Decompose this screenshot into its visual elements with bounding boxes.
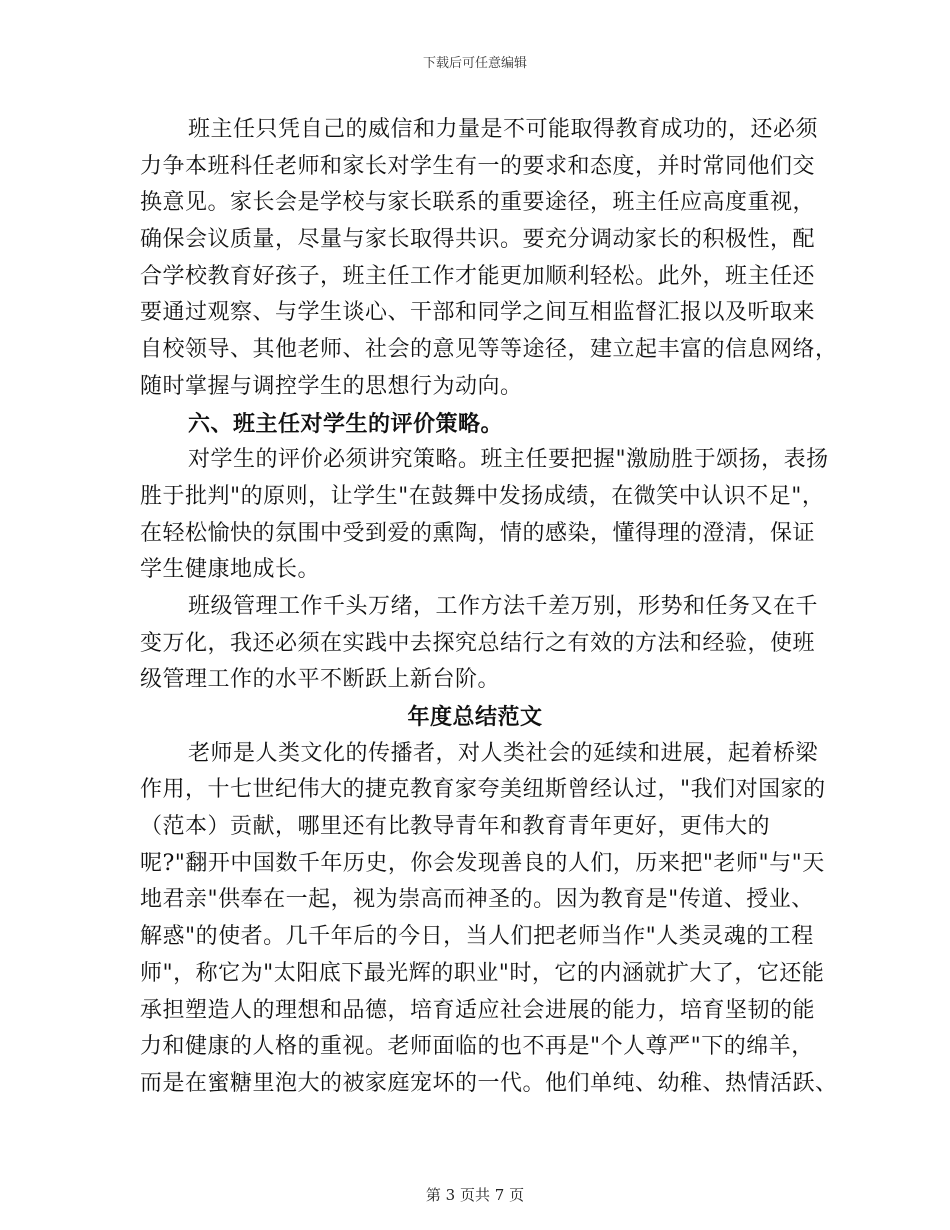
text-line: 承担塑造人的理想和品德，培育适应社会进展的能力，培育坚韧的能 <box>140 997 816 1023</box>
text-line: 在轻松愉快的氛围中受到爱的熏陶，情的感染，懂得理的澄清，保证 <box>140 520 816 546</box>
text-line: 而是在蜜糖里泡大的被家庭宠坏的一代。他们单纯、幼稚、热情活跃、 <box>140 1070 838 1096</box>
text-line: 胜于批判"的原则，让学生"在鼓舞中发扬成绩，在微笑中认识不足"， <box>140 483 825 509</box>
page-footer: 第 3 页共 7 页 <box>425 1186 525 1204</box>
text-line: 作用，十七世纪伟大的捷克教育家夸美纽斯曾经认过，"我们对国家的 <box>140 777 826 803</box>
paragraph <box>140 736 838 1103</box>
text-line: 解惑"的使者。几千年后的今日，当人们把老师当作"人类灵魂的工程 <box>140 924 814 950</box>
text-line: 班主任只凭自己的威信和力量是不可能取得教育成功的，还必须 <box>188 117 819 142</box>
text-line: （范本）贡献，哪里还有比教导青年和教育青年更好，更伟大的 <box>140 814 771 840</box>
title-text: 年度总结范文 <box>407 704 543 730</box>
text-line: 对学生的评价必须讲究策略。班主任要把握"激励胜于颂扬，表扬 <box>188 447 829 473</box>
text-line: 自校领导、其他老师、社会的意见等等途径，建立起丰富的信息网络， <box>140 337 838 363</box>
text-line: 学生健康地成长。 <box>140 557 321 583</box>
paragraph <box>140 589 819 699</box>
text-line: 班级管理工作千头万绪，工作方法千差万别，形势和任务又在千 <box>188 593 819 619</box>
paragraph <box>140 442 829 589</box>
text-line: 换意见。家长会是学校与家长联系的重要途径，班主任应高度重视， <box>140 190 816 216</box>
text-line: 确保会议质量，尽量与家长取得共识。要充分调动家长的积极性，配 <box>140 227 816 253</box>
text-line: 随时掌握与调控学生的思想行为动向。 <box>140 373 523 399</box>
page-header: 下载后可任意编辑 <box>422 56 527 71</box>
text-line: 要通过观察、与学生谈心、干部和同学之间互相监督汇报以及听取来 <box>140 300 816 326</box>
text-line: 力和健康的人格的重视。老师面临的也不再是"个人尊严"下的绵羊， <box>140 1034 814 1060</box>
text-line: 呢?"翻开中国数千年历史，你会发现善良的人们，历来把"老师"与"天 <box>140 850 825 876</box>
paragraph <box>140 112 838 406</box>
text-line: 合学校教育好孩子，班主任工作才能更加顺利轻松。此外，班主任还 <box>140 263 816 289</box>
text-line: 级管理工作的水平不断跃上新台阶。 <box>140 667 501 693</box>
text-line: 老师是人类文化的传播者，对人类社会的延续和进展，起着桥梁 <box>188 740 819 766</box>
section-title <box>140 699 810 736</box>
text-line: 六、班主任对学生的评价策略。 <box>188 410 504 437</box>
text-line: 变万化，我还必须在实践中去探究总结行之有效的方法和经验，使班 <box>140 630 816 656</box>
text-line: 师"，称它为"太阳底下最光辉的职业"时，它的内涵就扩大了，它还能 <box>140 960 825 986</box>
section-heading <box>140 406 810 443</box>
document-body <box>140 112 838 1103</box>
text-line: 力争本班科任老师和家长对学生有一的要求和态度，并时常同他们交 <box>140 153 816 179</box>
text-line: 地君亲"供奉在一起，视为崇高而神圣的。因为教育是"传道、授业、 <box>140 887 814 913</box>
